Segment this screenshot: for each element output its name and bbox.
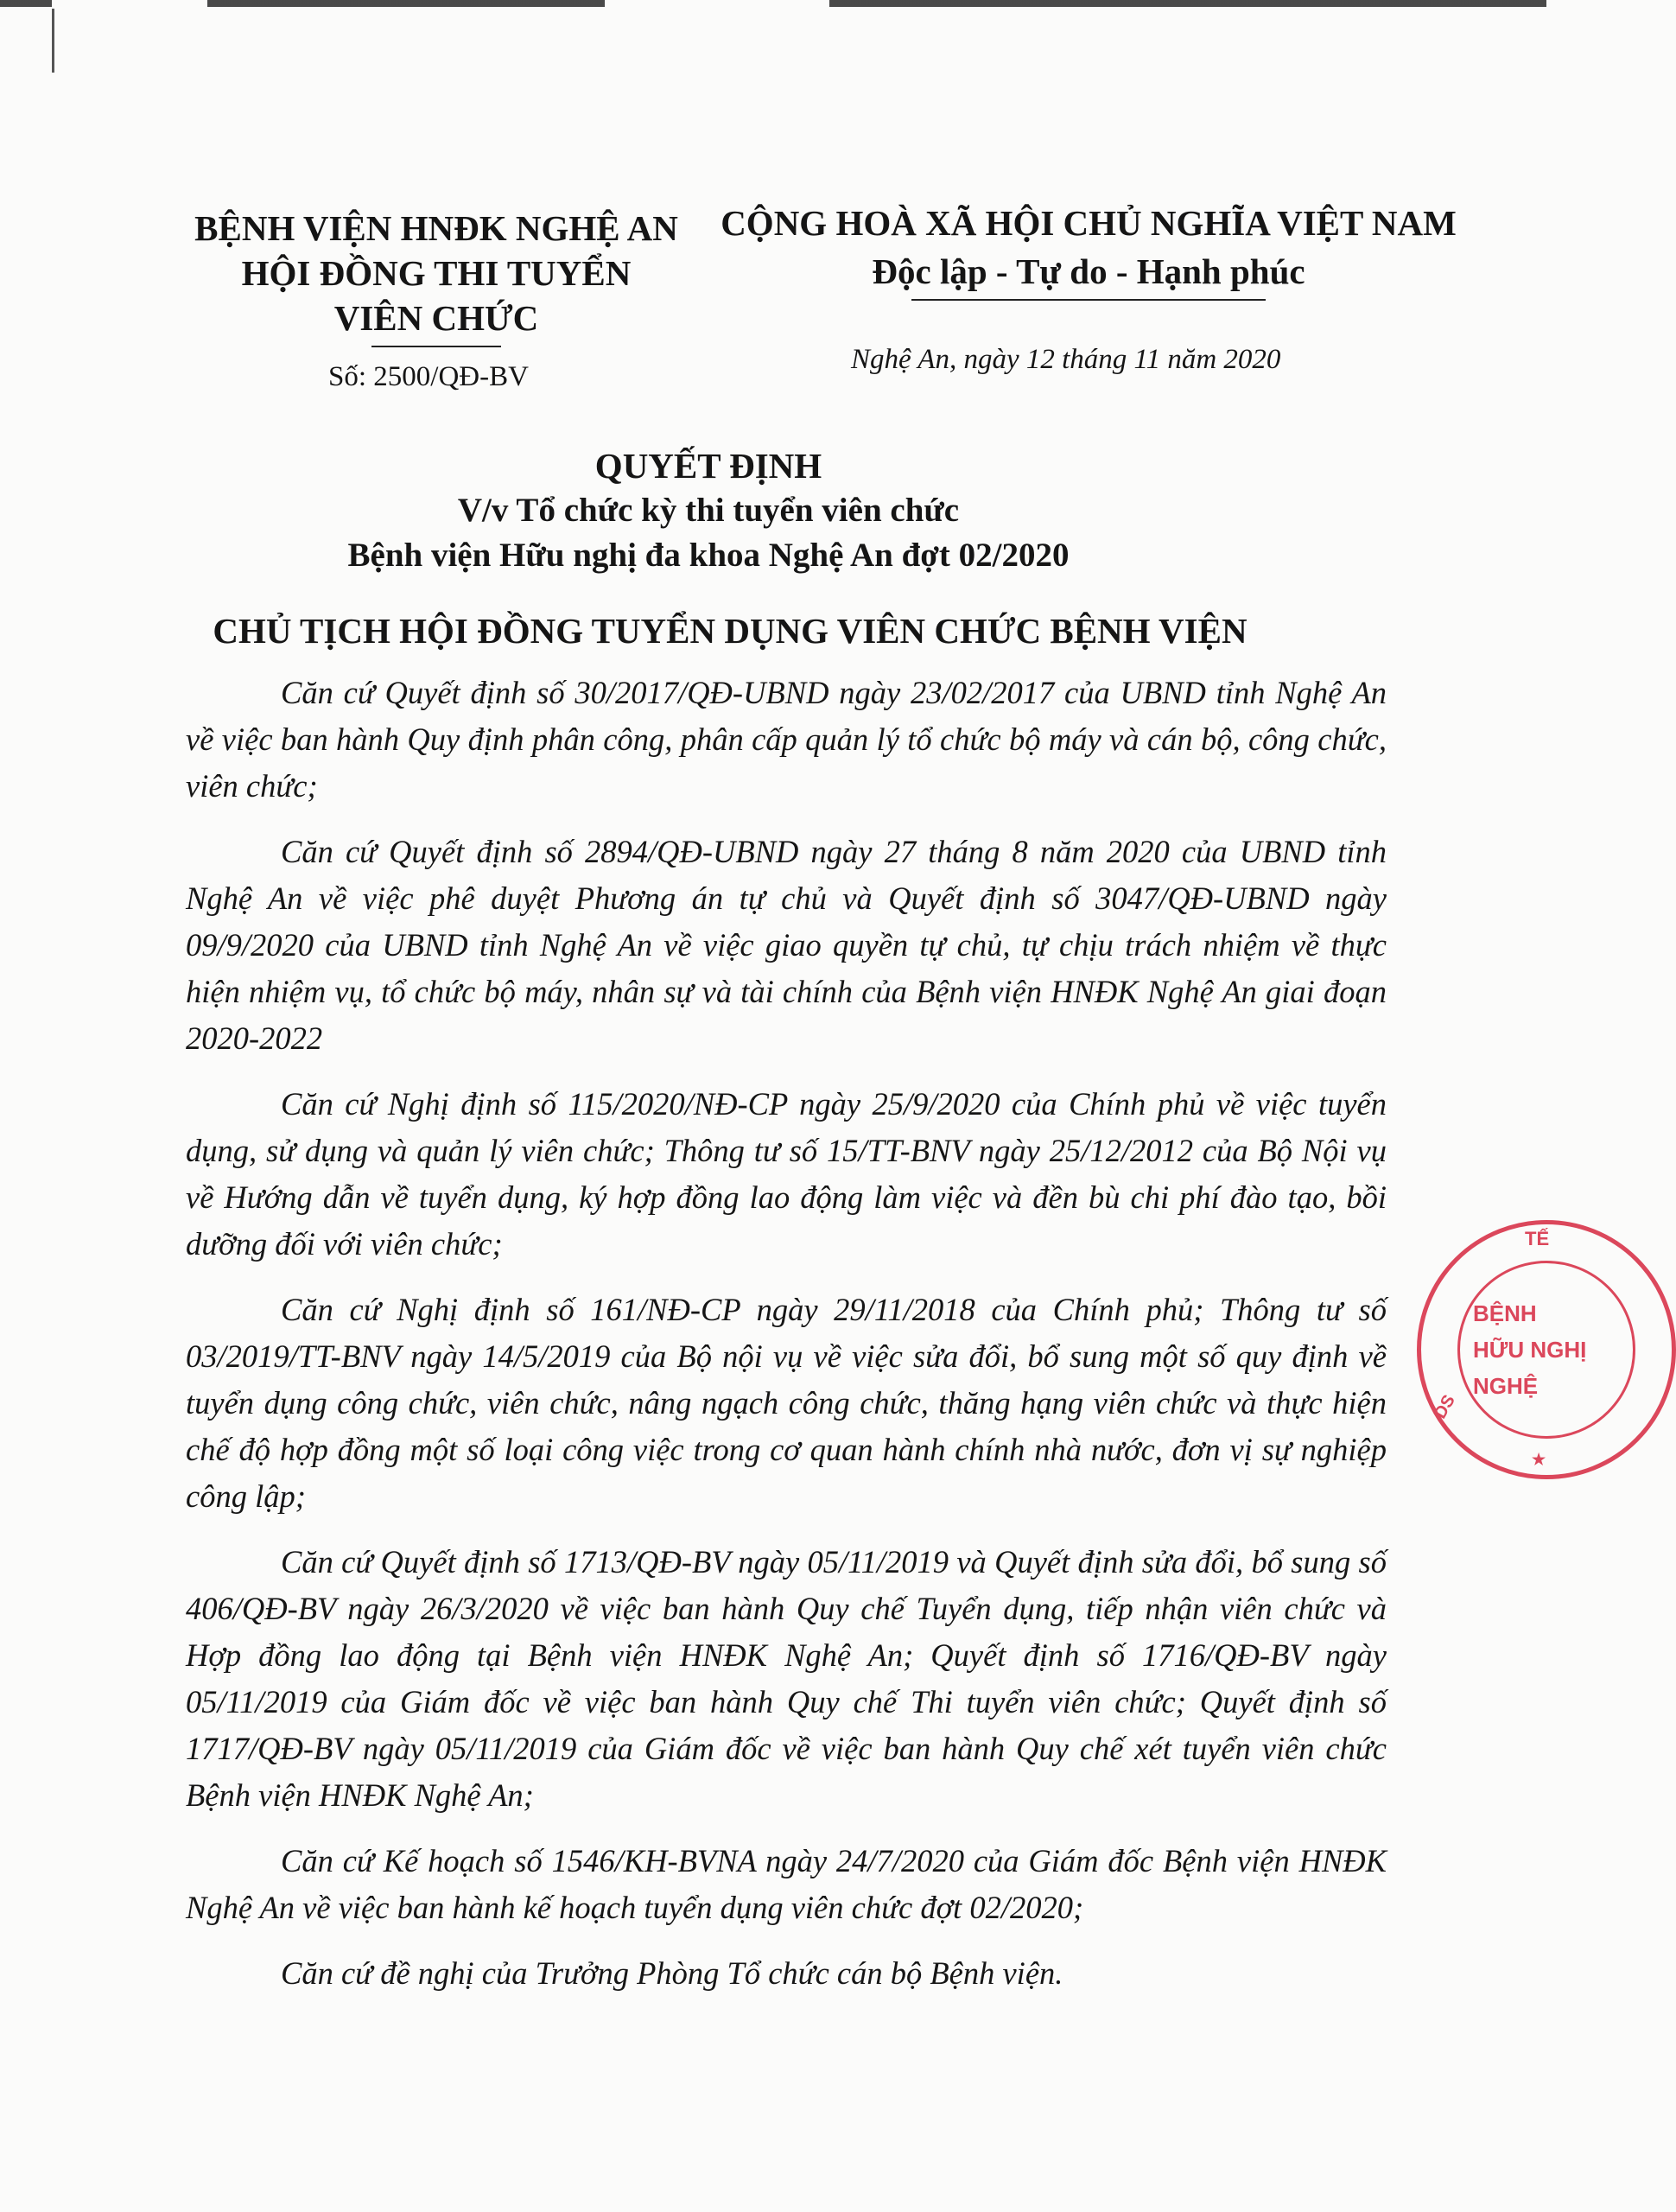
title-subject: V/v Tổ chức kỳ thi tuyển viên chức <box>457 492 960 529</box>
basis-paragraph: Căn cứ Nghị định số 115/2020/NĐ-CP ngày 25/9/2020 của Chính phủ về việc tuyển dụng, sử dụng và quản lý viên chức; Thông tư số 15/TT-BNV ngày 25/12/2012 của Bộ Nội vụ về Hướng dẫn về tuyển dụng, ký hợp đồng lao động làm việc và đền bù chi phí đào tạo, bồi dưỡng đối với viên chức; <box>186 1086 1387 1262</box>
scan-mark <box>52 9 54 73</box>
place-date: Nghệ An, ngày 12 tháng 11 năm 2020 <box>851 344 1281 375</box>
basis-paragraph: Căn cứ Kế hoạch số 1546/KH-BVNA ngày 24/7/2020 của Giám đốc Bệnh viện HNĐK Nghệ An về việc ban hành kế hoạch tuyển dụng viên chức đợt 02/2020; <box>186 1843 1387 1925</box>
title-main: QUYẾT ĐỊNH <box>594 446 822 486</box>
issuer-line-2: HỘI ĐỒNG THI TUYỂN <box>241 253 632 293</box>
decision-title <box>276 443 1140 578</box>
basis-paragraph: Căn cứ Quyết định số 2894/QĐ-UBND ngày 27 tháng 8 năm 2020 của UBND tỉnh Nghệ An về việc phê duyệt Phương án tự chủ và Quyết định số 3047/QĐ-UBND ngày 09/9/2020 của UBND tỉnh Nghệ An về việc giao quyền tự chủ, tự chịu trách nhiệm về thực hiện nhiệm vụ, tổ chức bộ máy, nhân sự và tài chính của Bệnh viện HNĐK Nghệ An giai đoạn 2020-2022 <box>186 834 1387 1056</box>
basis-paragraph: Căn cứ Quyết định số 1713/QĐ-BV ngày 05/11/2019 và Quyết định sửa đổi, bổ sung số 406/QĐ-BV ngày 26/3/2020 về việc ban hành Quy chế Tuyển dụng, tiếp nhận viên chức và Hợp đồng lao động tại Bệnh viện HNĐK Nghệ An; Quyết định số 1716/QĐ-BV ngày 05/11/2019 của Giám đốc về việc ban hành Quy chế Thi tuyển viên chức; Quyết định số 1717/QĐ-BV ngày 05/11/2019 của Giám đốc về việc ban hành Quy chế xét tuyển viên chức Bệnh viện HNĐK Nghệ An; <box>186 1544 1387 1813</box>
seal-top-text: TẾ <box>1525 1228 1550 1249</box>
basis-paragraph: Căn cứ đề nghị của Trưởng Phòng Tổ chức cán bộ Bệnh viện. <box>281 1955 1063 1991</box>
seal-star-icon: ★ <box>1532 1451 1546 1468</box>
official-seal <box>1417 1220 1676 1479</box>
motto-underline <box>911 299 1266 301</box>
title-subject-2: Bệnh viện Hữu nghị đa khoa Nghệ An đợt 02/2020 <box>347 537 1070 574</box>
national-motto: Độc lập - Tự do - Hạnh phúc <box>872 251 1305 291</box>
issuer-line-1: BỆNH VIỆN HNĐK NGHỆ AN <box>194 208 678 248</box>
country-name: CỘNG HOÀ XÃ HỘI CHỦ NGHĨA VIỆT NAM <box>721 203 1457 243</box>
issuing-authority: CHỦ TỊCH HỘI ĐỒNG TUYỂN DỤNG VIÊN CHỨC BỆNH VIỆN <box>213 611 1247 651</box>
issuer-block <box>168 206 704 347</box>
seal-line-3: NGHỆ <box>1473 1373 1539 1399</box>
national-header <box>700 199 1477 301</box>
basis-paragraph: Căn cứ Quyết định số 30/2017/QĐ-UBND ngày 23/02/2017 của UBND tỉnh Nghệ An về việc ban hành Quy định phân công, phân cấp quản lý tổ chức bộ máy và cán bộ, công chức, viên chức; <box>186 675 1387 804</box>
document-number: Số: 2500/QĐ-BV <box>328 361 529 392</box>
seal-line-2: HỮU NGHỊ <box>1473 1337 1587 1363</box>
seal-side-text: DS <box>1430 1391 1459 1422</box>
seal-text <box>1473 1295 1620 1404</box>
legal-basis <box>186 670 1387 2016</box>
seal-line-1: BỆNH <box>1473 1300 1537 1326</box>
basis-paragraph: Căn cứ Nghị định số 161/NĐ-CP ngày 29/11/2018 của Chính phủ; Thông tư số 03/2019/TT-BNV ngày 14/5/2019 của Bộ nội vụ về việc sửa đổi, bổ sung một số quy định về tuyển dụng công chức, viên chức, nâng ngạch công chức, thăng hạng viên chức và thực hiện chế độ hợp đồng một số loại công việc trong cơ quan hành chính nhà nước, đơn vị sự nghiệp công lập; <box>186 1292 1387 1514</box>
scan-edge <box>0 0 1546 7</box>
issuer-line-3: VIÊN CHỨC <box>333 298 539 338</box>
issuer-underline <box>371 346 501 347</box>
